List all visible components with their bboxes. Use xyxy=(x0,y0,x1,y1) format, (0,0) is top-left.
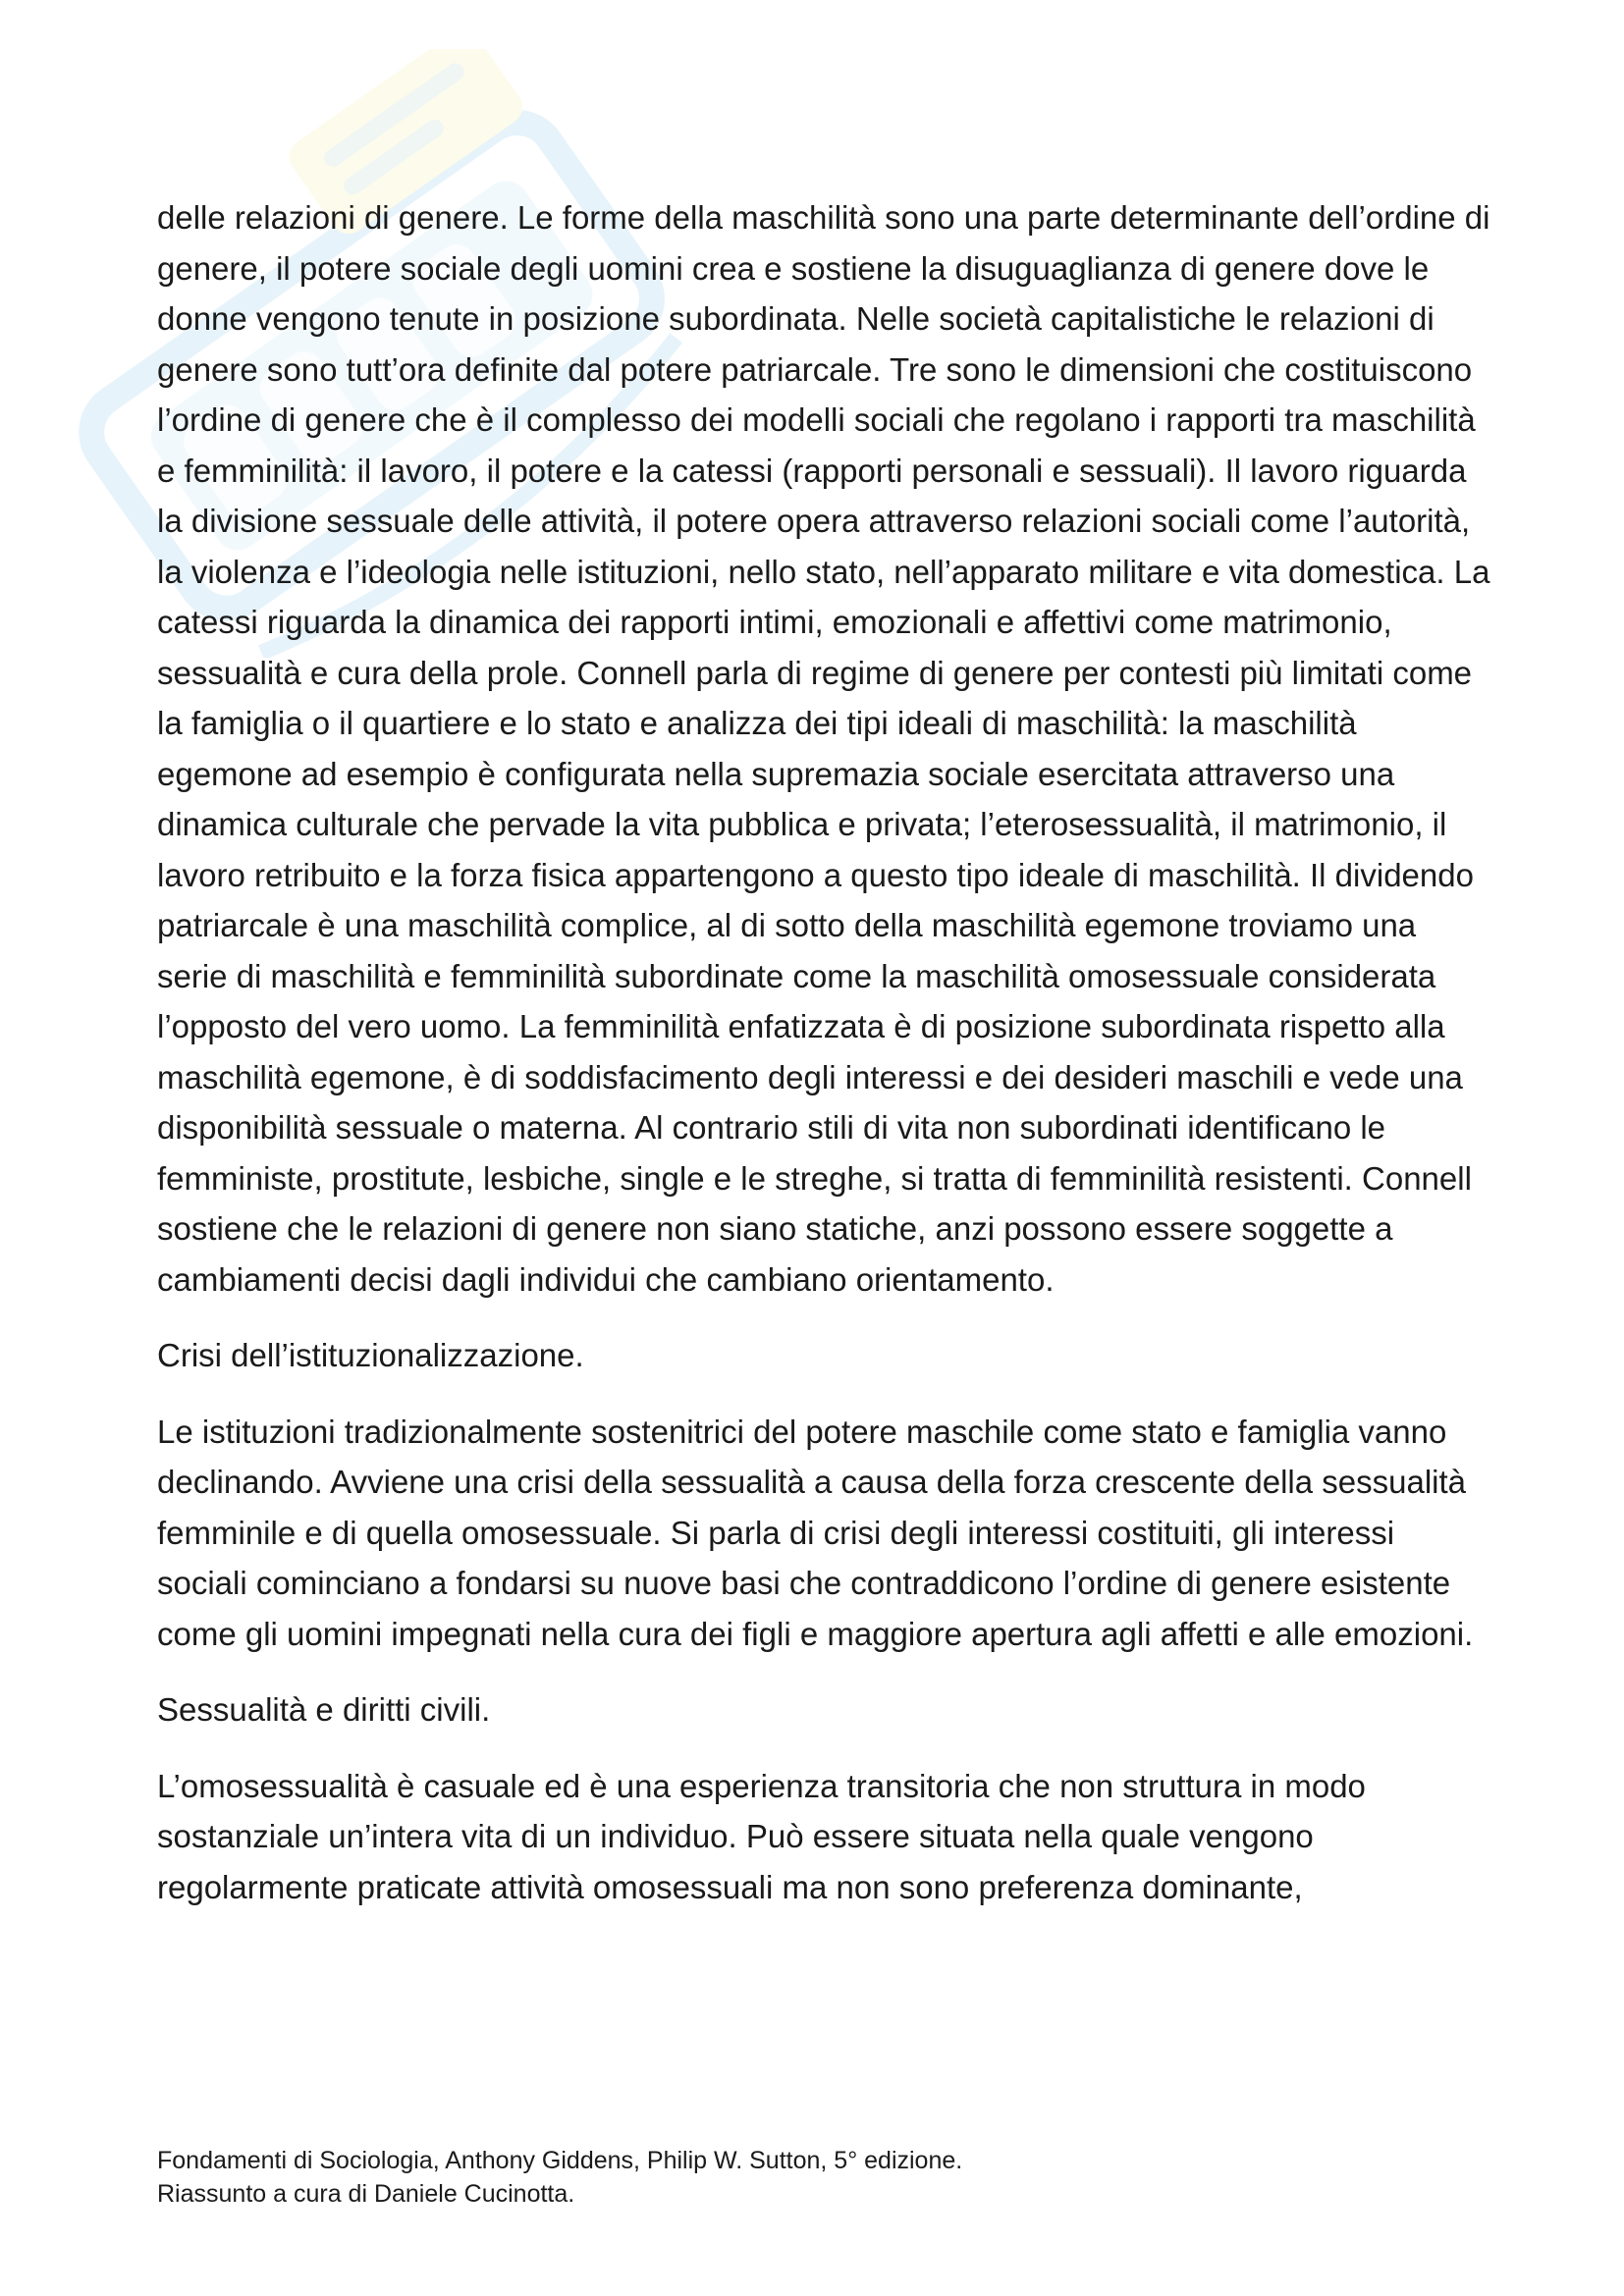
page-footer xyxy=(157,2144,1434,2211)
section-heading-crisi-istituzionalizzazione: Crisi dell’istituzionalizzazione. xyxy=(157,1337,584,1373)
paragraph-omosessualita: L’omosessualità è casuale ed è una esperienza transitoria che non struttura in modo sostanziale un’intera vita di un individuo. Può essere situata nella quale vengono regolarmente praticate attività omosessuali ma non sono preferenza dominante, xyxy=(157,1767,1366,1905)
document-body xyxy=(157,192,1492,1938)
paragraph-crisi-istituzionalizzazione: Le istituzioni tradizionalmente sostenitrici del potere maschile come stato e famiglia vanno declinando. Avviene una crisi della sessualità a causa della forza crescente della sessualità femminile e di quella omosessuale. Si parla di crisi degli interessi costituiti, gli interessi sociali cominciano a fondarsi su nuove basi che contraddicono l’ordine di genere esistente come gli uomini impegnati nella cura dei figli e maggiore apertura agli affetti e alle emozioni. xyxy=(157,1413,1474,1652)
footer-author-credit: Riassunto a cura di Daniele Cucinotta. xyxy=(157,2180,575,2208)
paragraph-relazioni-di-genere: delle relazioni di genere. Le forme della maschilità sono una parte determinante dell’ordine di genere, il potere sociale degli uomini crea e sostiene la disuguaglianza di genere dove le donne vengono tenute in posizione subordinata. Nelle società capitalistiche le relazioni di genere sono tutt’ora definite dal potere patriarcale. Tre sono le dimensioni che costituiscono l’ordine di genere che è il complesso dei modelli sociali che regolano i rapporti tra maschilità e femminilità: il lavoro, il potere e la catessi (rapporti personali e sessuali). Il lavoro riguarda la divisione sessuale delle attività, il potere opera attraverso relazioni sociali come l’autorità, la violenza e l’ideologia nelle istituzioni, nello stato, nell’apparato militare e vita domestica. La catessi riguarda la dinamica dei rapporti intimi, emozionali e affettivi come matrimonio, sessualità e cura della prole. Connell parla di regime di genere per contesti più limitati come la famiglia o il quartiere e lo stato e analizza dei tipi ideali di maschilità: la maschilità egemone ad esempio è configurata nella supremazia sociale esercitata attraverso una dinamica culturale che pervade la vita pubblica e privata; l’eterosessualità, il matrimonio, il lavoro retribuito e la forza fisica appartengono a questo tipo ideale di maschilità. Il dividendo patriarcale è una maschilità complice, al di sotto della maschilità egemone troviamo una serie di maschilità e femminilità subordinate come la maschilità omosessuale considerata l’opposto del vero uomo. La femminilità enfatizzata è di posizione subordinata rispetto alla maschilità egemone, è di soddisfacimento degli interessi e dei desideri maschili e vede una disponibilità sessuale o materna. Al contrario stili di vita non subordinati identificano le femministe, prostitute, lesbiche, single e le streghe, si tratta di femminilità resistenti. Connell sostiene che le relazioni di genere non siano statiche, anzi possono essere soggette a cambiamenti decisi dagli individui che cambiano orientamento. xyxy=(157,199,1490,1298)
section-heading-sessualita-diritti-civili: Sessualità e diritti civili. xyxy=(157,1691,491,1728)
footer-citation: Fondamenti di Sociologia, Anthony Giddens, Philip W. Sutton, 5° edizione. xyxy=(157,2147,963,2174)
